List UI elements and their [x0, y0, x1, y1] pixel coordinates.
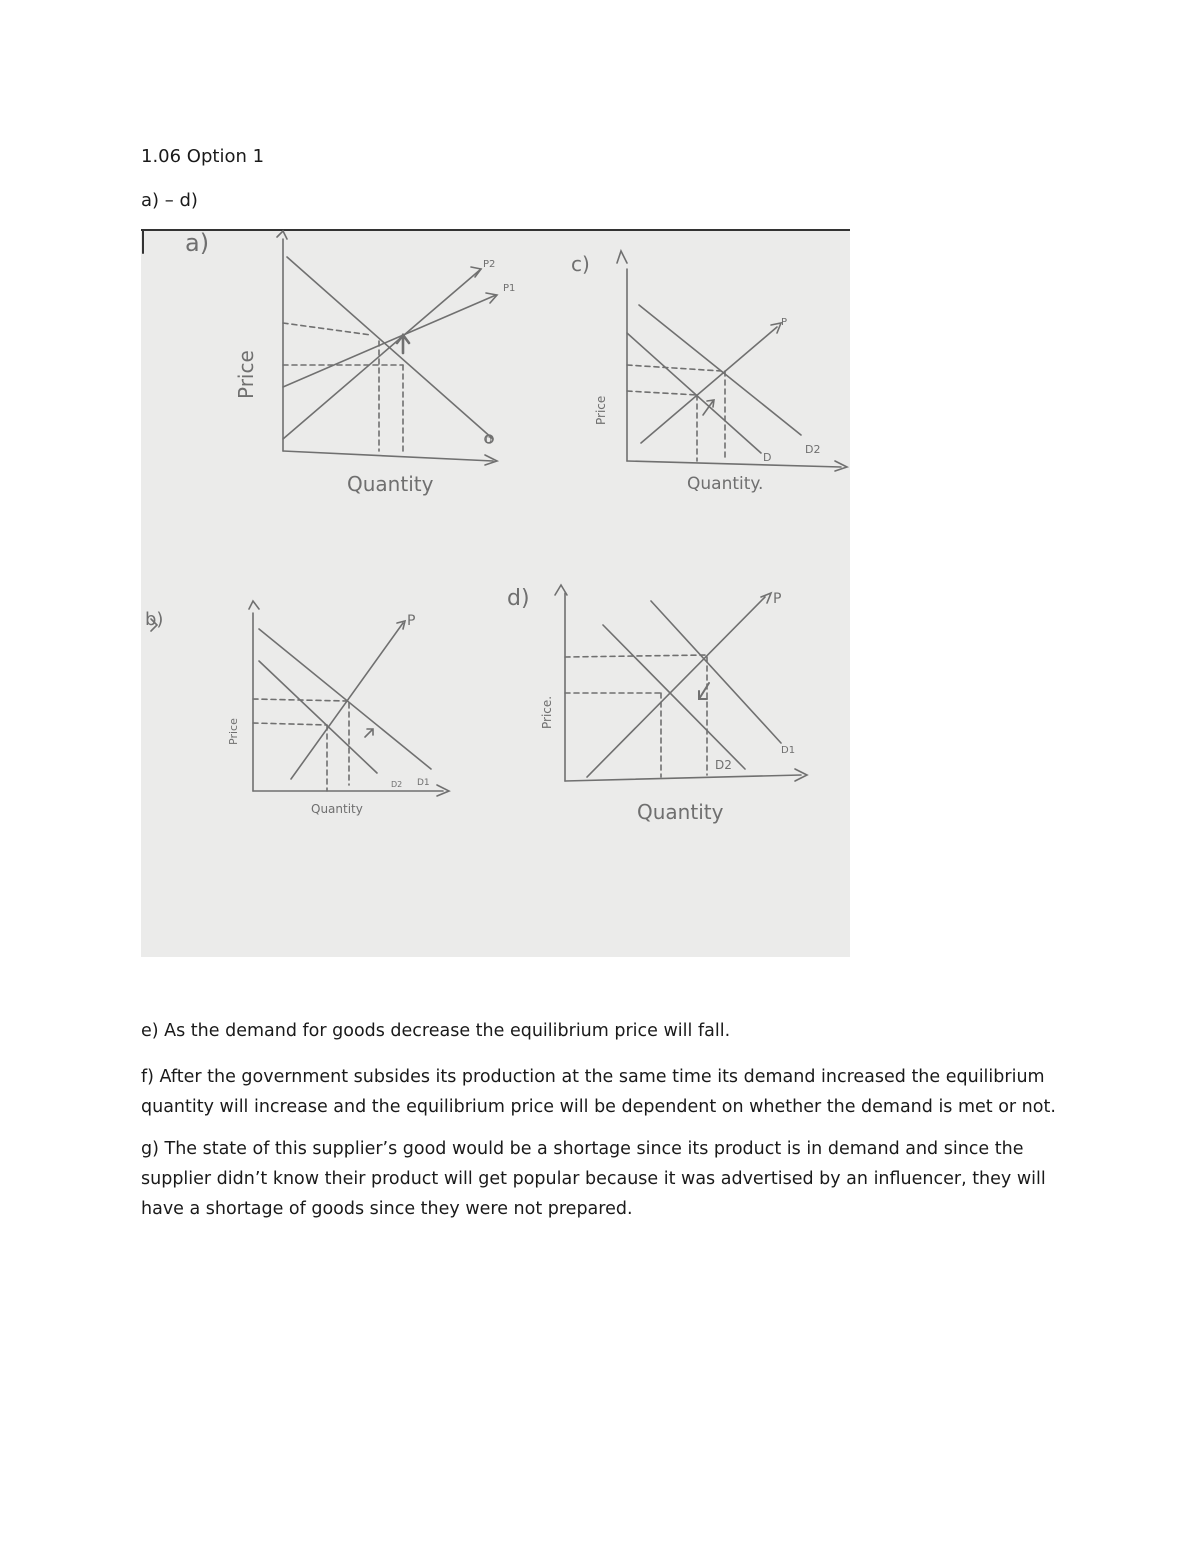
graph-b-x-label: Quantity — [311, 802, 363, 816]
answer-g: g) The state of this supplier’s good would be a shortage since its product is in demand and since the supplier didn’t know their product will get popular because it was advertised by an influencer, they will have a shortage of goods since they were not prepared. — [141, 1139, 1046, 1219]
graph-a-label: a) — [185, 229, 210, 257]
graph-d-price-dash-1 — [565, 655, 707, 657]
graph-c-price-dash-2 — [627, 391, 697, 395]
graph-b-shift-arrow — [365, 729, 373, 737]
graph-b — [151, 601, 449, 796]
graph-d-curve-label-d2: D2 — [715, 758, 732, 772]
graph-d-demand-d2-line — [603, 625, 745, 769]
document-title: 1.06 Option 1 — [141, 146, 265, 167]
graph-d — [555, 585, 807, 781]
graph-c-curve-label-p: P — [781, 317, 788, 328]
graph-d-supply-line — [587, 597, 765, 777]
graph-c-x-label: Quantity. — [687, 474, 764, 494]
graph-a-y-arrow — [277, 231, 287, 239]
answer-e: e) As the demand for goods decrease the equilibrium price will fall. — [141, 1021, 731, 1041]
graph-d-x-label: Quantity — [637, 800, 724, 824]
graph-a-supply-p2-line — [283, 269, 481, 439]
graph-a — [277, 231, 497, 465]
graph-b-price-dash-2 — [253, 723, 327, 725]
graph-b-label: b) — [145, 609, 164, 630]
graph-c-x-axis — [627, 461, 841, 467]
graph-c-demand-d-line — [627, 333, 761, 453]
graph-a-curve-label-d: D — [485, 436, 492, 446]
graph-b-y-label: Price — [227, 718, 240, 745]
graph-d-curve-label-p: P — [773, 591, 782, 607]
section-label: a) – d) — [141, 190, 198, 211]
graph-b-curve-label-d2: D2 — [391, 780, 403, 789]
graph-c-y-label: Price — [594, 395, 608, 425]
graph-c-curve-label-d2: D2 — [805, 443, 821, 456]
graph-b-y-arrow — [249, 601, 259, 609]
graph-d-y-label: Price. — [540, 695, 554, 729]
graph-d-x-axis — [565, 775, 801, 781]
graph-d-curve-label-d1: D1 — [781, 745, 796, 756]
hand-drawn-graphs-photo — [141, 229, 850, 957]
graph-c-label: c) — [571, 252, 590, 276]
graph-c-curve-label-d: D — [763, 451, 772, 464]
graph-b-curve-label-p: P — [407, 613, 416, 629]
graph-a-curve-label-p1: P1 — [503, 283, 516, 294]
graph-d-label: d) — [507, 586, 530, 611]
graph-d-supply-arrow — [761, 593, 771, 603]
graph-b-price-dash-1 — [253, 699, 347, 701]
graph-d-demand-d1-line — [651, 601, 781, 743]
graph-c-supply-line — [641, 327, 777, 443]
graph-c-y-arrow — [617, 251, 627, 263]
graph-c — [617, 251, 847, 471]
graph-a-y-label: Price — [234, 350, 258, 399]
graph-c-x-arrow — [835, 461, 847, 471]
graph-a-curve-label-p2: P2 — [483, 259, 496, 270]
graph-a-supply-p1-line — [283, 295, 496, 387]
graph-b-curve-label-d1: D1 — [417, 778, 430, 788]
graph-a-x-label: Quantity — [347, 472, 434, 496]
sketch-svg — [141, 229, 850, 957]
graph-a-x-axis — [283, 451, 493, 461]
graph-d-y-arrow — [555, 585, 567, 595]
graph-a-price-dash-1 — [283, 323, 371, 335]
graph-c-price-dash-1 — [627, 365, 721, 371]
answer-f: f) After the government subsides its production at the same time its demand increased the equilibrium quantity will increase and the equilibrium price will be dependent on whether the demand is met or not. — [141, 1067, 1056, 1117]
